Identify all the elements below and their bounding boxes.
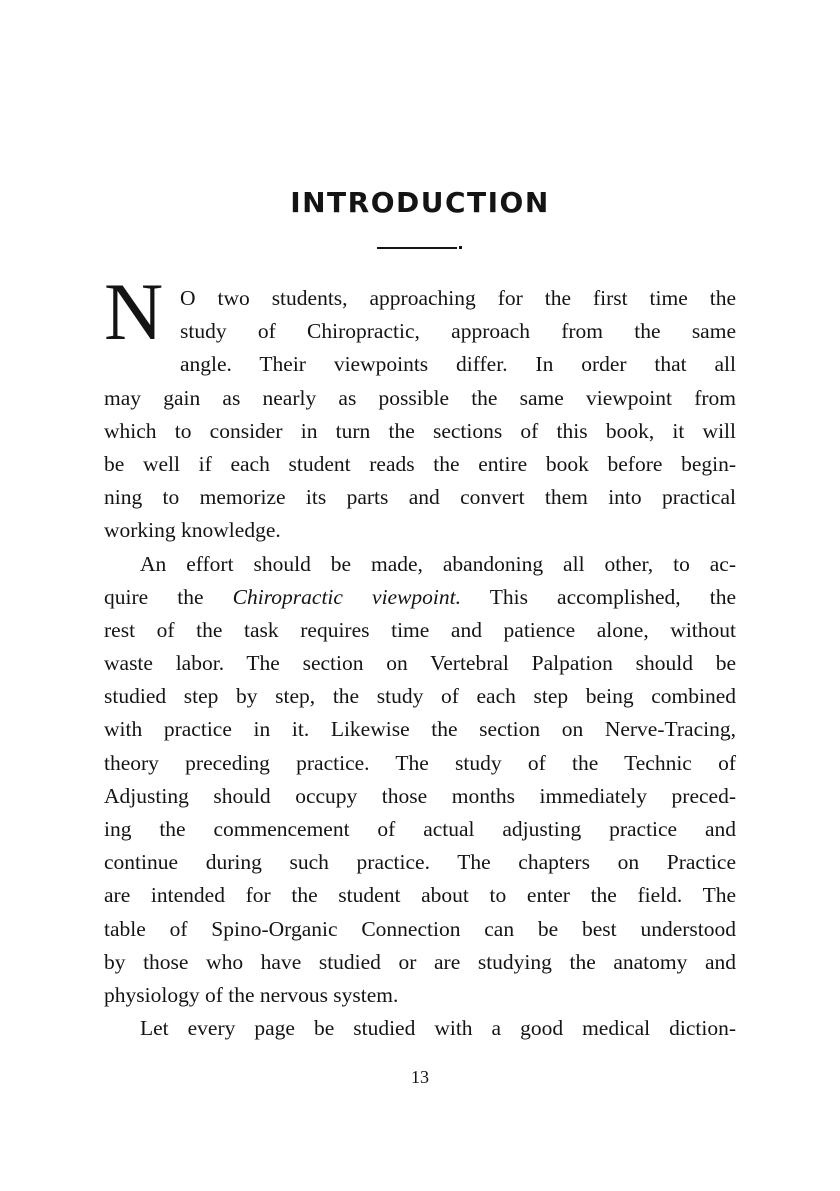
- text-line: Let every page be studied with a good medical diction-: [140, 1016, 736, 1041]
- heading-rule: [377, 247, 457, 249]
- text-line: study of Chiropractic, approach from the same: [180, 319, 736, 344]
- text-line: An effort should be made, abandoning all other, to ac-: [140, 551, 736, 576]
- text-line: which to consider in turn the sections of this book, it will: [104, 418, 736, 443]
- text-line: rest of the task requires time and patience alone, without: [104, 617, 736, 642]
- text-line: may gain as nearly as possible the same viewpoint from: [104, 385, 736, 410]
- italic-phrase: Chiropractic viewpoint.: [232, 584, 462, 609]
- text-line: waste labor. The section on Vertebral Palpation should be: [104, 651, 736, 676]
- text-line: studied step by step, the study of each step being combined: [104, 684, 736, 709]
- text-line: angle. Their viewpoints differ. In order that all: [180, 352, 736, 377]
- text-line: with practice in it. Likewise the section on Nerve-Tracing,: [104, 717, 736, 742]
- page-number: 13: [411, 1067, 429, 1087]
- text-fragment: This accomplished, the: [489, 584, 736, 609]
- text-line: theory preceding practice. The study of the Technic of: [104, 750, 736, 775]
- heading-rule-dot: [459, 246, 462, 249]
- chapter-heading: INTRODUCTION: [290, 186, 550, 219]
- text-fragment: quire the: [104, 584, 204, 609]
- text-line: table of Spino-Organic Connection can be best understood: [104, 916, 736, 941]
- text-line: Adjusting should occupy those months immediately preced-: [104, 783, 736, 808]
- text-line: continue during such practice. The chapters on Practice: [104, 850, 736, 875]
- drop-cap: N: [104, 266, 164, 357]
- text-line: are intended for the student about to enter the field. The: [104, 883, 736, 908]
- text-line: working knowledge.: [104, 518, 281, 543]
- text-line: by those who have studied or are studying the anatomy and: [104, 949, 736, 974]
- text-line: O two students, approaching for the first time the: [180, 286, 736, 310]
- text-line: physiology of the nervous system.: [104, 982, 399, 1007]
- body-text: [104, 282, 736, 1045]
- text-line: ing the commencement of actual adjusting practice and: [104, 817, 736, 841]
- text-line: ning to memorize its parts and convert them into practical: [104, 485, 736, 510]
- text-line-mixed: [104, 581, 736, 614]
- text-line: be well if each student reads the entire book before begin-: [104, 451, 736, 476]
